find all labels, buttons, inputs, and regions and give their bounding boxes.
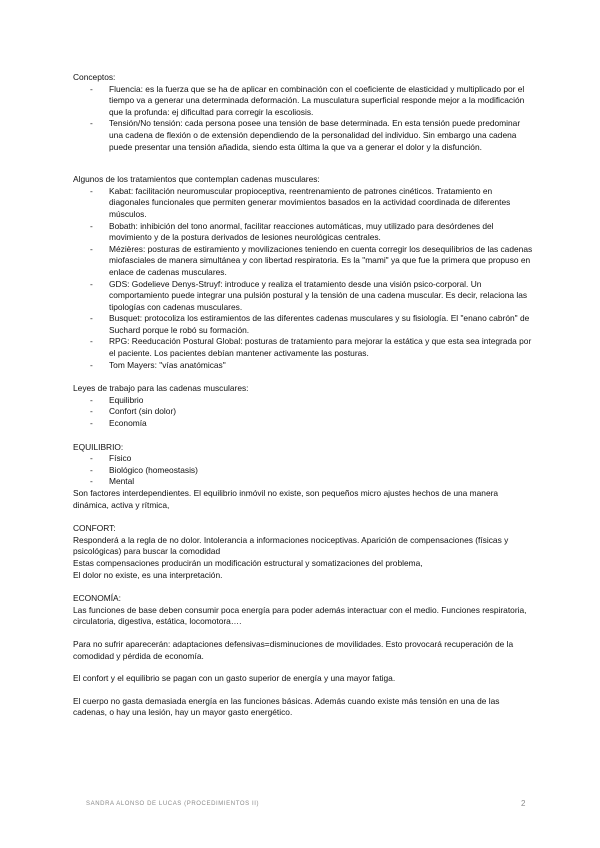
list-dash: - xyxy=(90,359,93,370)
list-dash: - xyxy=(90,313,93,324)
list-dash: - xyxy=(90,83,93,94)
confort-line: Responderá a la regla de no dolor. Intolerancia a informaciones nociceptivas. Aparición de compensaciones (físicas y psicológicas) para buscar la comodidad xyxy=(73,534,509,557)
economia-heading: ECONOMÍA: xyxy=(73,593,121,604)
confort-heading: CONFORT: xyxy=(73,523,116,534)
list-item: - Tensión/No tensión: cada persona posee una tensión de base determinada. En esta tensión puede predominar una cadena de flexión o de extensión dependiendo de la personalidad del individuo. Sin embargo una cadena puede presentar una tensión añadida, siendo esta última la que va a generar el dolor y la disfunción. xyxy=(90,118,521,152)
equilibrio-heading: EQUILIBRIO: xyxy=(73,441,124,452)
list-dash: - xyxy=(90,394,93,405)
spacer xyxy=(73,371,533,383)
list-item: - Economía xyxy=(90,418,147,429)
leyes-list xyxy=(73,395,533,430)
tratamientos-heading: Algunos de los tratamientos que contemplan cadenas musculares: xyxy=(73,174,320,185)
spacer xyxy=(73,581,533,593)
leyes-heading: Leyes de trabajo para las cadenas musculares: xyxy=(73,383,249,394)
spacer xyxy=(73,511,533,523)
list-item: - Bobath: inhibición del tono anormal, facilitar reacciones automáticas, muy utilizado para desórdenes del movimiento y de la postura derivados de lesiones neurológicas centrales. xyxy=(90,220,494,243)
spacer xyxy=(73,153,533,174)
list-item: - Fluencia: es la fuerza que se ha de aplicar en combinación con el coeficiente de elasticidad y multiplicado por el tiempo va a generar una determinada deformación. La musculatura superficial responde mejor a la modificación que la profunda: ej dificultad para corregir la escoliosis. xyxy=(90,83,525,117)
spacer xyxy=(73,662,533,673)
economia-paragraph: Las funciones de base deben consumir poca energía para poder además interactuar con el medio. Funciones respiratoria, circulatoria, digestiva, estática, locomotora…. xyxy=(73,604,527,627)
confort-line: El dolor no existe, es una interpretación. xyxy=(73,569,223,580)
list-dash: - xyxy=(90,476,93,487)
economia-paragraph: Para no sufrir aparecerán: adaptaciones defensivas=disminuciones de movilidades. Esto provocará recuperación de la comodidad y pérdida de economía. xyxy=(73,638,514,661)
tratamientos-list xyxy=(73,186,533,372)
spacer xyxy=(73,430,533,442)
list-item: - RPG: Reeducación Postural Global: posturas de tratamiento para mejorar la estática y que esta sea integrada por el paciente. Los pacientes debían mantener activamente las posturas. xyxy=(90,336,532,359)
list-item: - Mézières: posturas de estiramiento y movilizaciones teniendo en cuenta corregir los desequilibrios de las cadenas miofasciales de manera simultánea y con libertad respiratoria. Es la "mami" ya que fue la primera que propuso en enlace de cadenas musculares. xyxy=(90,243,533,277)
list-item: - Busquet: protocoliza los estiramientos de las diferentes cadenas musculares y su fisiología. El "enano cabrón" de Suchard porque le robó su formación. xyxy=(90,313,530,335)
footer-author: SANDRA ALONSO DE LUCAS (PROCEDIMIENTOS II) xyxy=(86,801,260,807)
list-item: - Kabat: facilitación neuromuscular propioceptiva, reentrenamiento de patrones cinéticos. Tratamiento en diagonales funcionales que permiten generar movimientos basados en la actividad coordinada de diferentes músculos. xyxy=(90,185,511,219)
list-dash: - xyxy=(90,243,93,254)
conceptos-heading: Conceptos: xyxy=(73,72,116,82)
list-dash: - xyxy=(90,418,93,429)
list-item: - Confort (sin dolor) xyxy=(90,406,177,417)
conceptos-list xyxy=(73,84,533,154)
spacer xyxy=(73,685,533,696)
equilibrio-list xyxy=(73,453,533,488)
list-item: - Mental xyxy=(90,476,135,487)
economia-paragraph: El cuerpo no gasta demasiada energía en las funciones básicas. Además cuando existe más tensión en una de las cadenas, o hay una lesión, hay un mayor gasto energético. xyxy=(73,695,500,718)
list-item: - Tom Mayers: "vías anatómicas" xyxy=(90,359,226,370)
list-dash: - xyxy=(90,336,93,347)
list-item: - Equilibrio xyxy=(90,394,144,405)
list-item: - Físico xyxy=(90,453,132,464)
list-dash: - xyxy=(90,220,93,231)
list-item: - GDS: Godelieve Denys-Struyf: introduce y realiza el tratamiento desde una visión psico-corporal. Un comportamiento puede integrar una pulsión postural y la tensión de una cadena muscular. Es decir, relaciona las tipologías con cadenas musculares. xyxy=(90,278,528,312)
page-number: 2 xyxy=(521,799,526,808)
list-dash: - xyxy=(90,464,93,475)
confort-line: Estas compensaciones producirán un modificación estructural y somatizaciones del problema, xyxy=(73,557,423,568)
list-dash: - xyxy=(90,118,93,129)
document-body xyxy=(73,72,533,719)
list-dash: - xyxy=(90,185,93,196)
spacer xyxy=(73,628,533,639)
list-dash: - xyxy=(90,453,93,464)
list-dash: - xyxy=(90,406,93,417)
equilibrio-paragraph: Son factores interdependientes. El equilibrio inmóvil no existe, son pequeños micro ajustes hechos de una manera dinámica, activa y rítmica, xyxy=(73,488,499,510)
list-item: - Biológico (homeostasis) xyxy=(90,464,198,475)
list-dash: - xyxy=(90,278,93,289)
economia-paragraph: El confort y el equilibrio se pagan con un gasto superior de energía y una mayor fatiga. xyxy=(73,673,396,684)
